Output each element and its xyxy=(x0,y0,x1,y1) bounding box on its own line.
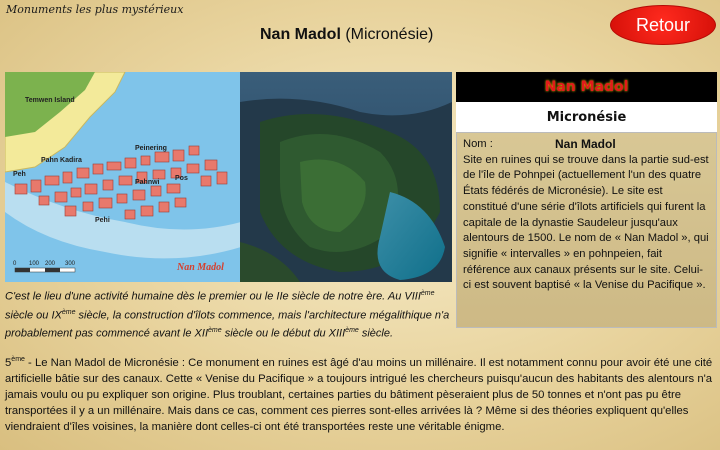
caption-text-3: siècle, la construction d'îlots commence, mais l'architecture mégalithique n'a probablement pas commencé avant le XII xyxy=(5,309,450,340)
aerial-photo xyxy=(240,72,452,282)
map-image xyxy=(5,72,241,282)
caption-sup-2: ème xyxy=(61,308,76,316)
info-box-title: Nan Madol xyxy=(456,72,717,102)
page-title xyxy=(260,26,433,44)
map-scale-300: 300 xyxy=(65,261,76,267)
caption-sup-4: ème xyxy=(345,327,359,335)
map-scale-200: 200 xyxy=(45,261,56,267)
map-label-pahnwi: Pahnwi xyxy=(135,179,160,186)
map-label-pahn-kadira: Pahn Kadira xyxy=(41,157,82,164)
map-label-peh: Peh xyxy=(13,171,26,178)
rank-sup: ème xyxy=(11,356,25,363)
info-box-description: Site en ruines qui se trouve dans la partie sud-est de l'île de Pohnpei (actuellement l'un des quatre États fédérés de Micronésie). Le site est constitué d'une série d'îlots artificiels qui furent la capitale de la dynastie Saudeleur jusqu'aux alentours de 1500. Le nom de « Nan Madol », qui signifie « intervalles » en pohnpeien, fait référence aux canaux présents sur le site. Celui-ci est souvent baptisé « la Venise du Pacifique ». xyxy=(463,153,709,292)
map-scale-0: 0 xyxy=(13,261,17,267)
map-caption xyxy=(5,286,450,342)
caption-text-4: siècle ou le début du XIII xyxy=(221,327,346,340)
info-box-body xyxy=(456,132,717,328)
map-label-peinering: Peinering xyxy=(135,145,167,152)
map-label-temwen: Temwen Island xyxy=(25,97,75,104)
caption-text-2: siècle ou IX xyxy=(5,309,62,322)
map-scale xyxy=(15,268,75,272)
info-box-nom-row xyxy=(463,137,710,153)
map-label-nan-madol: Nan Madol xyxy=(177,262,224,273)
info-box-subtitle: Micronésie xyxy=(456,102,717,132)
description-text: - Le Nan Madol de Micronésie : Ce monument en ruines est âgé d'au moins un millénaire. Il est notamment connu pour avoir été une cité artificielle bâtie sur des canaux. Cette « Venise du Pacifique » a toujours intrigué les chercheurs puisqu'aucun des habitants des alentours n'a jamais voulu ou pu expliquer son origine. Plus troublant, certaines parties du bâtiment pèseraient plus de 50 tonnes et n'ont pas pu être transportées il y a un millénaire. Mais dans ce cas, comment ces pierres sont-elles arrivées là ? Même si des théories expliquent qu'elles viendraient d'îles voisines, la manière dont celles-ci ont été transportées reste une véritable énigme. xyxy=(5,356,713,433)
aerial-photo-image xyxy=(240,72,452,282)
nom-label: Nom : xyxy=(463,138,493,150)
map-label-pehi: Pehi xyxy=(95,217,110,224)
retour-button[interactable]: Retour xyxy=(610,5,716,45)
map-label-pos: Pos xyxy=(175,175,188,182)
map-scale-100: 100 xyxy=(29,261,40,267)
caption-sup-1: ème xyxy=(420,290,435,297)
site-title: Monuments les plus mystérieux xyxy=(6,3,184,16)
caption-text-5: siècle. xyxy=(358,327,394,340)
rank-number: 5 xyxy=(5,356,12,369)
page-title-region: (Micronésie) xyxy=(345,26,434,43)
monument-description xyxy=(5,352,717,435)
caption-sup-3: ème xyxy=(208,327,222,335)
caption-text-1: C'est le lieu d'une activité humaine dès le premier ou le IIe siècle de notre ère. Au VIII xyxy=(5,290,421,303)
page-title-main: Nan Madol xyxy=(260,26,341,43)
nom-value: Nan Madol xyxy=(555,137,616,151)
nan-madol-map xyxy=(5,72,241,282)
